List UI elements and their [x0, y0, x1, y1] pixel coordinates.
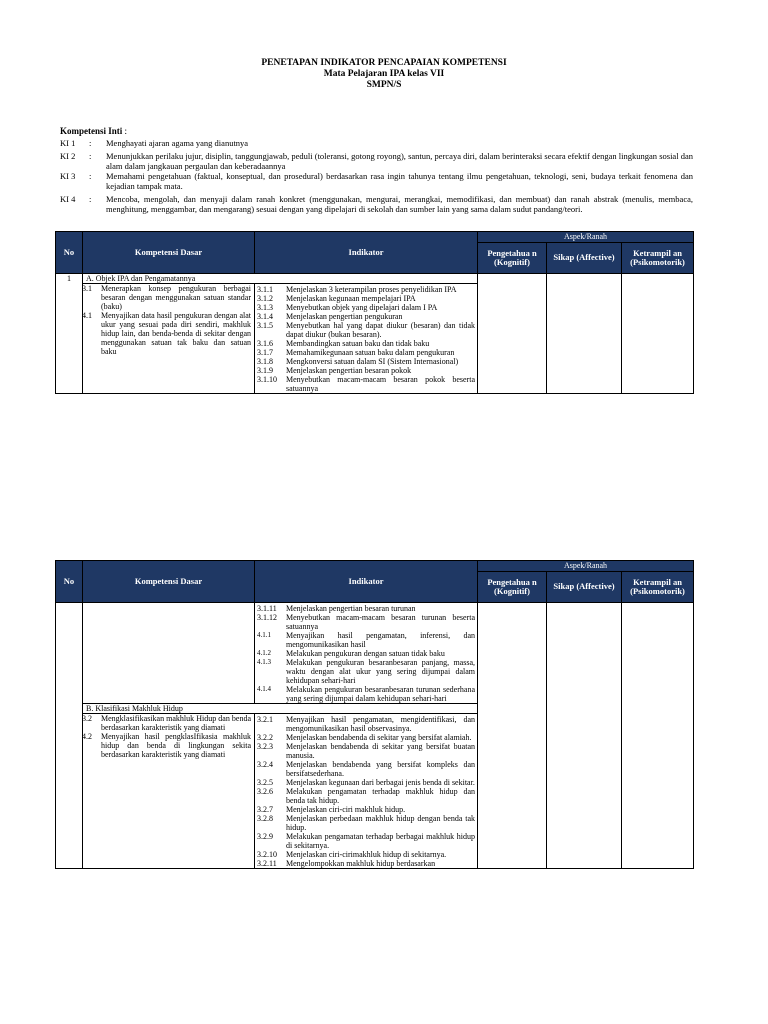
section-title: A. Objek IPA dan Pengamatannya [83, 274, 478, 284]
col-aspek-header: Aspek/Ranah [478, 561, 694, 572]
indicator-item: 3.2.10 Menjelaskan ciri-cirimakhluk hidup di sekitarnya. [257, 850, 447, 859]
indicator-item: 3.2.6 Melakukan pengamatan terhadap makhluk hidup dan benda tak hidup. [257, 787, 475, 805]
indicator-item: 3.1.9 Menjelaskan pengertian besaran pokok [257, 366, 412, 375]
cell-pengetahuan [478, 274, 547, 394]
ki-text: Mencoba, mengolah, dan menyaji dalam ranah konkret (menggunakan, mengurai, merangkai, memodifikasi, dan membuat) dan ranah abstrak (menulis, membaca, menghitung, menggambar, dan mengarang) sesuai dengan yang dipelajari di sekolah dan sumber lain yang sama dalam sudut pandang/teori. [106, 194, 693, 214]
ki-code: KI 4 [60, 194, 76, 204]
ki-row [60, 194, 693, 214]
col-sikap-header: Sikap (Affective) [547, 243, 622, 274]
indicator-cell [255, 714, 478, 869]
indicator-item: 4.1.4 Melakukan pengukuran besaranbesaran turunan sederhana yang sering dijumpai dalam kehidupan sehari-hari [257, 685, 475, 703]
col-pengetahuan-header: Pengetahua n (Kognitif) [478, 243, 547, 274]
kd-item: 4.2 Menyajikan hasil pengklasIfikasia makhluk hidup dan benda di lingkungan sekita berdasarkan karakteristik yang diamati [82, 732, 251, 759]
indicator-item: 4.1.2 Melakukan pengukuran dengan satuan tidak baku [257, 649, 445, 658]
indicator-item: 4.1.3 Melakukan pengukuran besaranbesaran panjang, massa, waktu dengan alat ukur yang sering dijumpai dalam kehidupan sehari-hari [257, 658, 475, 685]
section-title: B. Klasifikasi Makhluk Hidup [83, 704, 478, 714]
indicator-table-1 [55, 231, 694, 394]
indicator-item: 3.2.9 Melakukan pengamatan terhadap berbagai makhluk hidup di sekitarnya. [257, 832, 475, 850]
indicator-item: 3.1.11 Menjelaskan pengertian besaran turunan [257, 604, 416, 613]
col-aspek-header: Aspek/Ranah [478, 232, 694, 243]
ki-code: KI 3 [60, 171, 76, 181]
indicator-item: 3.1.3 Menyebutkan objek yang dipelajari dalam I PA [257, 303, 438, 312]
doc-school: SMPN/S [366, 80, 402, 90]
col-kd-header: Kompetensi Dasar [83, 232, 255, 274]
ki-colon: : [89, 171, 92, 181]
kd-item: 3.2 Mengklasifikasikan makhluk Hidup dan benda berdasarkan karakteristik yang diamati [82, 714, 251, 732]
indicator-item: 3.2.5 Menjelaskan kegunaan dari berbagai jenis benda di sekitar. [257, 778, 475, 787]
ki-row [60, 151, 693, 171]
indicator-item: 3.1.4 Menjelaskan pengertian pengukuran [257, 312, 403, 321]
col-no-header: No [56, 232, 83, 274]
col-pengetahuan-header: Pengetahua n (Kognitif) [478, 572, 547, 603]
ki-colon: : [89, 151, 92, 161]
cell-sikap [547, 603, 622, 869]
ki-heading: Kompetensi Inti : [60, 126, 128, 136]
indicator-item: 3.1.5 Menyebutkan hal yang dapat diukur (besaran) dan tidak dapat diukur (bukan besaran). [257, 321, 475, 339]
col-sikap-header: Sikap (Affective) [547, 572, 622, 603]
indicator-item: 3.2.2 Menjelaskan bendabenda di sekitar yang bersifat alamiah. [257, 733, 472, 742]
kd-cell [83, 603, 255, 704]
ki-text: Menghayati ajaran agama yang dianutnya [106, 138, 249, 148]
ki-row [60, 171, 693, 191]
indicator-item: 3.2.8 Menjelaskan perbedaan makhluk hidup dengan benda tak hidup. [257, 814, 475, 832]
indicator-item: 3.2.4 Menjelaskan bendabenda yang bersifat kompleks dan bersifatsederhana. [257, 760, 475, 778]
ki-code: KI 2 [60, 151, 76, 161]
indicator-item: 3.2.1 Menyajikan hasil pengamatan, mengidentifikasi, dan mengomunikasikan hasil observasinya. [257, 715, 475, 733]
row-number [56, 603, 83, 869]
ki-code: KI 1 [60, 138, 76, 148]
indicator-table-2 [55, 560, 694, 869]
ki-text: Menunjukkan perilaku jujur, disiplin, tanggungjawab, peduli (toleransi, gotong royong), santun, percaya diri, dalam berinteraksi secara efektif dengan lingkungan sosial dan alam dalam jangkauan pergaulan dan keberadaannya [106, 151, 693, 171]
indicator-item: 3.1.6 Membandingkan satuan baku dan tidak baku [257, 339, 430, 348]
col-keterampilan-header: Ketrampil an (Psikomotorik) [622, 572, 694, 603]
ki-row [60, 138, 693, 148]
indicator-cell [255, 284, 478, 394]
ki-colon: : [89, 194, 92, 204]
indicator-item: 3.1.8 Mengkonversi satuan dalam SI (Sistem Internasional) [257, 357, 459, 366]
kd-item: 4.1 Menyajikan data hasil pengukuran dengan alat ukur yang sesuai pada diri sendiri, makhluk hidup lain, dan benda-benda di sekitar dengan menggunakan satuan tak baku dan satuan baku [82, 311, 251, 356]
kd-cell [83, 284, 255, 394]
row-number: 1 [56, 274, 83, 394]
ki-colon: : [89, 138, 92, 148]
col-indikator-header: Indikator [255, 561, 478, 603]
indicator-item: 3.1.12 Menyebutkan macam-macam besaran turunan beserta satuannya [257, 613, 475, 631]
cell-keterampilan [622, 274, 694, 394]
col-indikator-header: Indikator [255, 232, 478, 274]
indicator-item: 3.1.1 Menjelaskan 3 keterampilan proses penyelidikan IPA [257, 285, 457, 294]
indicator-item: 3.1.7 Memahamikegunaan satuan baku dalam pengukuran [257, 348, 455, 357]
col-no-header: No [56, 561, 83, 603]
kd-cell [83, 714, 255, 869]
cell-keterampilan [622, 603, 694, 869]
indicator-item: 3.2.7 Menjelaskan ciri-ciri makhluk hidup. [257, 805, 406, 814]
col-kd-header: Kompetensi Dasar [83, 561, 255, 603]
cell-sikap [547, 274, 622, 394]
indicator-item: 4.1.1 Menyajikan hasil pengamatan, inferensi, dan mengomunikasikan hasil [257, 631, 475, 649]
cell-pengetahuan [478, 603, 547, 869]
ki-text: Memahami pengetahuan (faktual, konseptual, dan prosedural) berdasarkan rasa ingin tahunya tentang ilmu pengetahuan, teknologi, seni, budaya terkait fenomena dan kejadian tampak mata. [106, 171, 693, 191]
indicator-item: 3.1.10 Menyebutkan macam-macam besaran pokok beserta satuannya [257, 375, 475, 393]
doc-subtitle: Mata Pelajaran IPA kelas VII [323, 69, 445, 79]
indicator-item: 3.2.11 Mengelompokkan makhluk hidup berdasarkan [257, 859, 436, 868]
kd-item: 3.1 Menerapkan konsep pengukuran berbagai besaran dengan menggunakan satuan standar (baku) [82, 284, 251, 311]
indicator-item: 3.1.2 Menjelaskan kegunaan mempelajari IPA [257, 294, 416, 303]
indicator-item: 3.2.3 Menjelaskan bendabenda di sekitar yang bersifat buatan manusia. [257, 742, 475, 760]
indicator-cell [255, 603, 478, 704]
doc-title: PENETAPAN INDIKATOR PENCAPAIAN KOMPETENSI [261, 58, 507, 68]
col-keterampilan-header: Ketrampil an (Psikomotorik) [622, 243, 694, 274]
